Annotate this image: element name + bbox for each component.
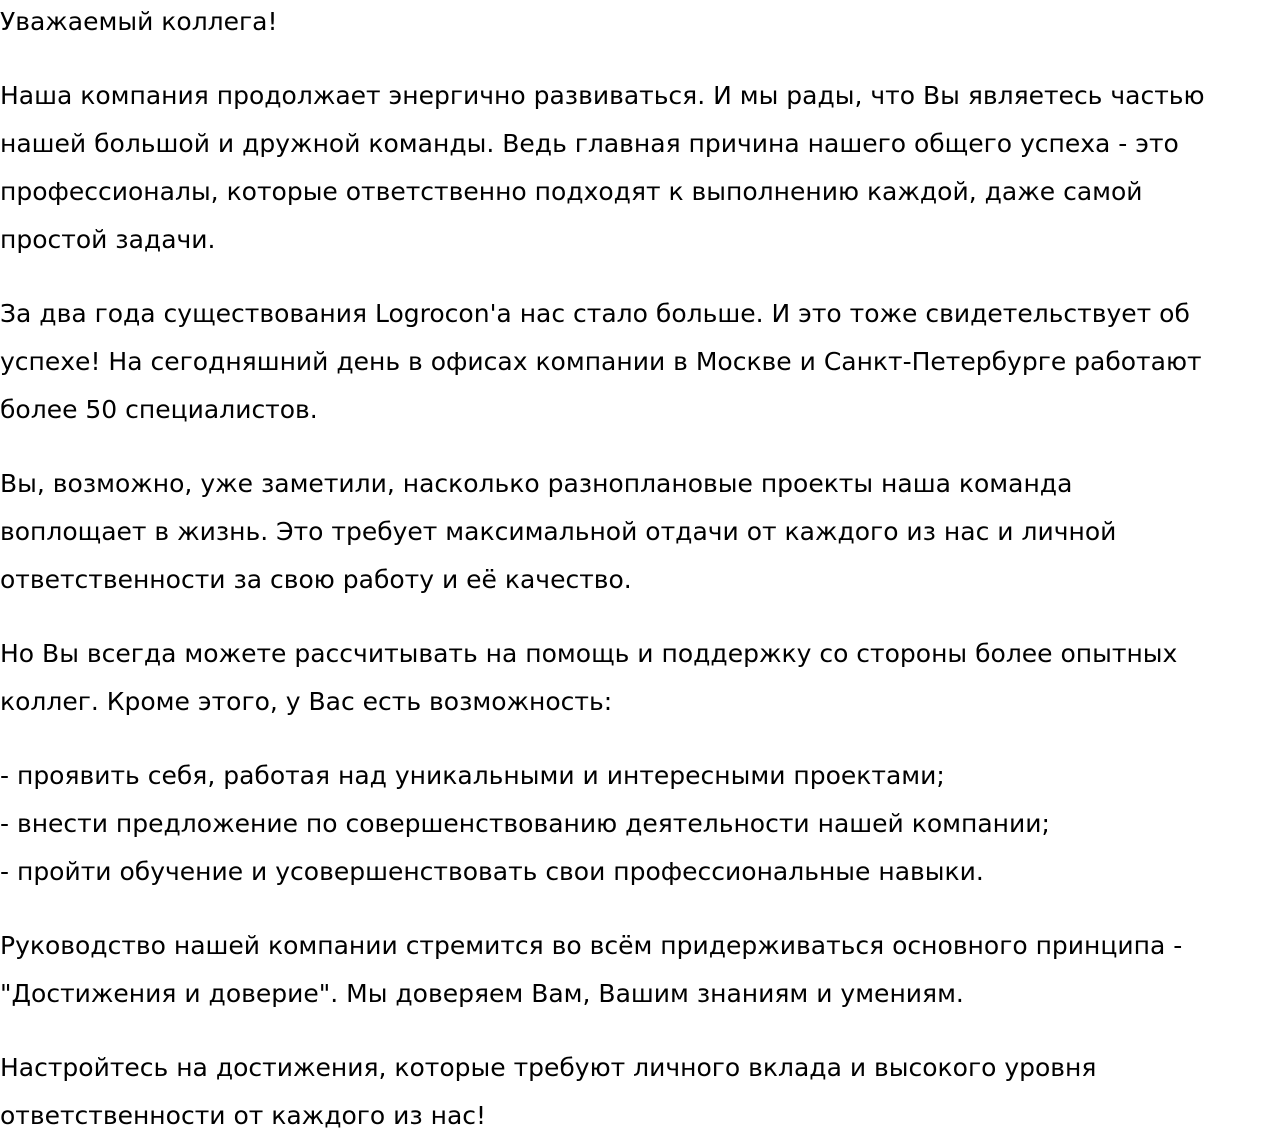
- text-line: нашей большой и дружной команды. Ведь главная причина нашего общего успеха - это: [0, 129, 1179, 158]
- text-line: Руководство нашей компании стремится во всём придерживаться основного принципа -: [0, 931, 1183, 960]
- list-item: - внести предложение по совершенствованию деятельности нашей компании;: [0, 809, 1050, 838]
- paragraph-growth: [0, 72, 1270, 264]
- list-item: - пройти обучение и усовершенствовать свои профессиональные навыки.: [0, 857, 984, 886]
- text-line: Наша компания продолжает энергично развиваться. И мы рады, что Вы являетесь частью: [0, 81, 1205, 110]
- text-line: "Достижения и доверие". Мы доверяем Вам, Вашим знаниям и умениям.: [0, 979, 964, 1008]
- paragraph-principle: [0, 922, 1270, 1018]
- text-line: ответственности от каждого из нас!: [0, 1101, 487, 1130]
- text-line: профессионалы, которые ответственно подходят к выполнению каждой, даже самой: [0, 177, 1143, 206]
- text-line: более 50 специалистов.: [0, 395, 318, 424]
- text-line: успехе! На сегодняшний день в офисах компании в Москве и Санкт-Петербурге работают: [0, 347, 1202, 376]
- paragraph-projects: [0, 460, 1270, 604]
- opportunities-list: [0, 752, 1270, 896]
- paragraph-support: [0, 630, 1270, 726]
- text-line: За два года существования Logrocon'a нас стало больше. И это тоже свидетельствует об: [0, 299, 1190, 328]
- text-line: Вы, возможно, уже заметили, насколько разноплановые проекты наша команда: [0, 469, 1073, 498]
- paragraph-two-years: [0, 290, 1270, 434]
- text-line: ответственности за свою работу и её качество.: [0, 565, 632, 594]
- text-line: коллег. Кроме этого, у Вас есть возможность:: [0, 687, 613, 716]
- text-line: Но Вы всегда можете рассчитывать на помощь и поддержку со стороны более опытных: [0, 639, 1178, 668]
- greeting: [0, 0, 1270, 46]
- list-item: - проявить себя, работая над уникальными и интересными проектами;: [0, 761, 945, 790]
- paragraph-closing: [0, 1044, 1270, 1140]
- text-line: Настройтесь на достижения, которые требуют личного вклада и высокого уровня: [0, 1053, 1097, 1082]
- greeting-line: Уважаемый коллега!: [0, 7, 278, 36]
- text-line: простой задачи.: [0, 225, 216, 254]
- text-line: воплощает в жизнь. Это требует максимальной отдачи от каждого из нас и личной: [0, 517, 1117, 546]
